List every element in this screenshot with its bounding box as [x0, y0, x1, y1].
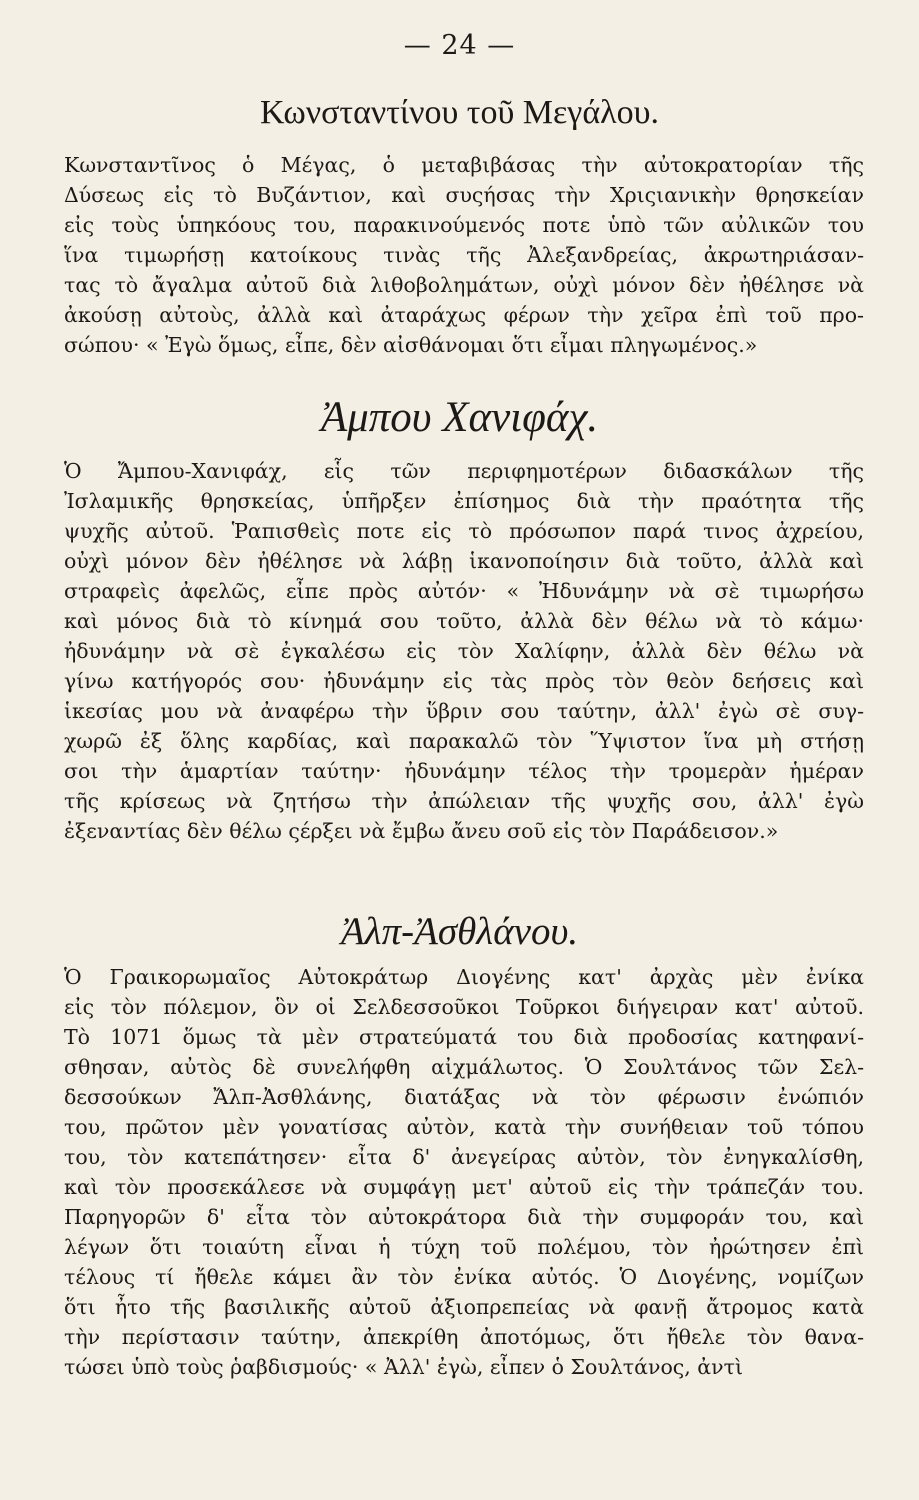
- text-line: λέγων ὅτι τοιαύτη εἶναι ἡ τύχη τοῦ πολέμου, τὸν ἠρώτησεν ἐπὶ: [64, 1235, 864, 1259]
- text-line: καὶ μόνος διὰ τὸ κίνημά σου τοῦτο, ἀλλὰ δὲν θέλω νὰ τὸ κάμω·: [64, 609, 864, 633]
- text-line: ψυχῆς αὐτοῦ. Ῥαπισθεὶς ποτε εἰς τὸ πρόσωπον παρά τινος ἀχρείου,: [64, 519, 864, 543]
- section-heading-alp-arslan: Ἀλπ-Ἀσθλάνου.: [340, 910, 579, 953]
- text-line: τας τὸ ἄγαλμα αὐτοῦ διὰ λιθοβολημάτων, οὐχὶ μόνον δὲν ἠθέλησε νὰ: [64, 273, 864, 297]
- text-line: ὅτι ἦτο τῆς βασιλικῆς αὐτοῦ ἀξιοπρεπείας νὰ φανῇ ἄτρομος κατὰ: [64, 1295, 864, 1319]
- text-line: ἐξεναντίας δὲν θέλω ςέρξει νὰ ἔμβω ἄνευ σοῦ εἰς τὸν Παράδεισον.»: [64, 819, 779, 843]
- text-line: χωρῶ ἐξ ὅλης καρδίας, καὶ παρακαλῶ τὸν Ὕψιστον ἵνα μὴ στήσῃ: [64, 729, 864, 753]
- text-line: ἠδυνάμην νὰ σὲ ἐγκαλέσω εἰς τὸν Χαλίφην, ἀλλὰ δὲν θέλω νὰ: [64, 639, 864, 663]
- text-line: Ἰσλαμικῆς θρησκείας, ὑπῆρξεν ἐπίσημος διὰ τὴν πραότητα τῆς: [64, 489, 864, 513]
- text-line: δεσσούκων Ἄλπ-Ἀσθλάνης, διατάξας νὰ τὸν φέρωσιν ἐνώπιόν: [64, 1085, 864, 1109]
- section-heading-constantine: Κωνσταντίνου τοῦ Μεγάλου.: [260, 94, 659, 131]
- text-line: Ὁ Γραικορωμαῖος Αὐτοκράτωρ Διογένης κατ' ἀρχὰς μὲν ἐνίκα: [64, 965, 864, 989]
- text-line: τέλους τί ἤθελε κάμει ἂν τὸν ἐνίκα αὐτός. Ὁ Διογένης, νομίζων: [64, 1265, 864, 1289]
- text-line: σώπου· « Ἐγὼ ὅμως, εἶπε, δὲν αἰσθάνομαι ὅτι εἶμαι πληγωμένος.»: [64, 333, 758, 357]
- section-heading-abu-hanifa: Ἀμπου Χανιφάχ.: [320, 394, 599, 441]
- paragraph-constantine: [64, 150, 864, 360]
- text-line: σοι τὴν ἁμαρτίαν ταύτην· ἠδυνάμην τέλος τὴν τρομερὰν ἡμέραν: [64, 759, 864, 783]
- text-line: ἵνα τιμωρήσῃ κατοίκους τινὰς τῆς Ἀλεξανδρείας, ἀκρωτηριάσαν-: [64, 243, 864, 267]
- text-line: γίνω κατήγορός σου· ἠδυνάμην εἰς τὰς πρὸς τὸν θεὸν δεήσεις καὶ: [64, 669, 864, 693]
- text-line: Τὸ 1071 ὅμως τὰ μὲν στρατεύματά του διὰ προδοσίας κατηφανί-: [64, 1025, 864, 1049]
- text-line: Παρηγορῶν δ' εἶτα τὸν αὐτοκράτορα διὰ τὴν συμφοράν του, καὶ: [64, 1205, 864, 1229]
- text-line: του, πρῶτον μὲν γονατίσας αὐτὸν, κατὰ τὴν συνήθειαν τοῦ τόπου: [64, 1115, 864, 1139]
- text-line: του, τὸν κατεπάτησεν· εἶτα δ' ἀνεγείρας αὐτὸν, τὸν ἐνηγκαλίσθη,: [64, 1145, 864, 1169]
- text-line: ἱκεσίας μου νὰ ἀναφέρω τὴν ὕβριν σου ταύτην, ἀλλ' ἐγὼ σὲ συγ-: [64, 699, 864, 723]
- text-line: ἀκούσῃ αὐτοὺς, ἀλλὰ καὶ ἀταράχως φέρων τὴν χεῖρα ἐπὶ τοῦ προ-: [64, 303, 864, 327]
- text-line: Δύσεως εἰς τὸ Βυζάντιον, καὶ συςήσας τὴν Χριςιανικὴν θρησκείαν: [64, 183, 864, 207]
- text-line: εἰς τὸν πόλεμον, ὃν οἱ Σελδεσσοῦκοι Τοῦρκοι διήγειραν κατ' αὐτοῦ.: [64, 995, 864, 1019]
- paragraph-abu-hanifa: [64, 456, 864, 846]
- text-line: Ὁ Ἄμπου-Χανιφάχ, εἷς τῶν περιφημοτέρων διδασκάλων τῆς: [64, 459, 864, 483]
- text-line: τὴν περίστασιν ταύτην, ἀπεκρίθη ἀποτόμως, ὅτι ἤθελε τὸν θανα-: [64, 1325, 864, 1349]
- text-line: καὶ τὸν προσεκάλεσε νὰ συμφάγῃ μετ' αὐτοῦ εἰς τὴν τράπεζάν του.: [64, 1175, 864, 1199]
- text-line: εἰς τοὺς ὑπηκόους του, παρακινούμενός ποτε ὑπὸ τῶν αὐλικῶν του: [64, 213, 864, 237]
- text-line: τώσει ὑπὸ τοὺς ῥαβδισμούς· « Ἀλλ' ἐγὼ, εἶπεν ὁ Σουλτάνος, ἀντὶ: [64, 1355, 743, 1379]
- paragraph-alp-arslan: [64, 962, 864, 1382]
- page-number: — 24 —: [403, 30, 516, 61]
- text-line: σθησαν, αὐτὸς δὲ συνελήφθη αἰχμάλωτος. Ὁ Σουλτάνος τῶν Σελ-: [64, 1055, 864, 1079]
- text-line: στραφεὶς ἀφελῶς, εἶπε πρὸς αὐτόν· « Ἠδυνάμην νὰ σὲ τιμωρήσω: [64, 579, 864, 603]
- text-line: τῆς κρίσεως νὰ ζητήσω τὴν ἀπώλειαν τῆς ψυχῆς σου, ἀλλ' ἐγὼ: [64, 789, 864, 813]
- text-line: οὐχὶ μόνον δὲν ἠθέλησε νὰ λάβῃ ἱκανοποίησιν διὰ τοῦτο, ἀλλὰ καὶ: [64, 549, 864, 573]
- text-line: Κωνσταντῖνος ὁ Μέγας, ὁ μεταβιβάσας τὴν αὐτοκρατορίαν τῆς: [64, 153, 864, 177]
